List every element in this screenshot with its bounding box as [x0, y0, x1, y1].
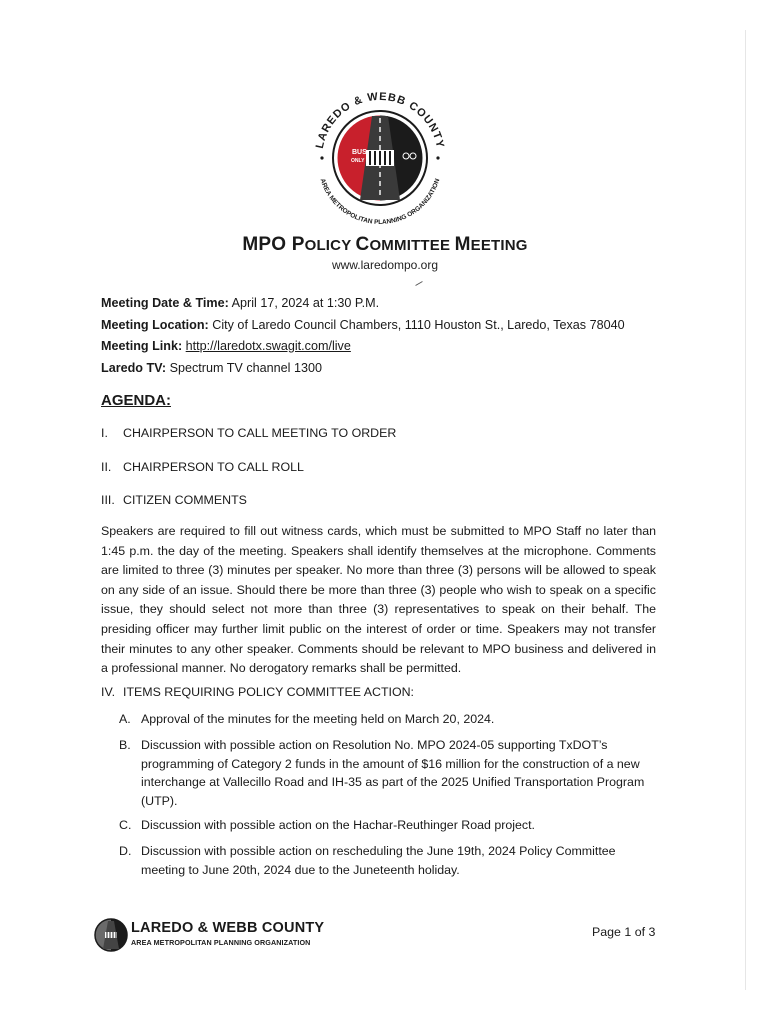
meeting-info	[101, 293, 625, 379]
meeting-link-row: Meeting Link: http://laredotx.swagit.com/live	[101, 339, 351, 353]
subitem-b: B. Discussion with possible action on Resolution No. MPO 2024-05 supporting TxDOT’s programming of Category 2 funds in the amount of $16 million for the construction of a new interchange at Vallecillo Road and IH-35 as part of the 2025 Unified Transportation Program (UTP).	[119, 738, 645, 808]
laredo-tv-row: Laredo TV: Spectrum TV channel 1300	[101, 360, 322, 375]
website-text: www.laredompo.org	[331, 258, 439, 272]
subitem-d: D. Discussion with possible action on rescheduling the June 19th, 2024 Policy Committee meeting to June 20th, 2024 due to the Juneteenth holiday.	[119, 844, 616, 877]
citizen-comments-text: Speakers are required to fill out witness cards, which must be submitted to MPO Staff no later than 1:45 p.m. the day of the meeting. Speakers shall identify themselves at the microphone. Comments are limited to three (3) minutes per speaker. No more than three (3) persons will be allowed to speak on any side of an issue. Should there be more than three (3) people who wish to speak on a specific issue, they should select not more than three (3) representatives to speak on their behalf. The presiding officer may further limit public on the interest of order or time. Speakers may not transfer their minutes to any other speaker. Comments should be relevant to MPO business and delivered in a professional manner. No derogatory remarks shall be permitted.	[101, 524, 656, 676]
logo-bottom-text: AREA METROPOLITAN PLANNING ORGANIZATION	[318, 177, 442, 227]
pen-mark	[415, 281, 422, 286]
agenda-item-4: IV. ITEMS REQUIRING POLICY COMMITTEE ACTION:	[101, 685, 414, 699]
meeting-link[interactable]: http://laredotx.swagit.com/live	[185, 339, 351, 353]
footer-org-sub: AREA METROPOLITAN PLANNING ORGANIZATION	[131, 938, 311, 947]
meeting-date-row: Meeting Date & Time: April 17, 2024 at 1:30 P.M.	[101, 296, 380, 310]
mpo-logo	[300, 78, 460, 238]
page-title: MPO POLICY COMMITTEE MEETING	[242, 234, 528, 255]
footer-org-name: LAREDO & WEBB COUNTY	[131, 920, 325, 936]
agenda-item-2: II. CHAIRPERSON TO CALL ROLL	[101, 460, 304, 474]
agenda-item-1: I. CHAIRPERSON TO CALL MEETING TO ORDER	[101, 426, 397, 440]
agenda-heading: AGENDA:	[101, 392, 171, 409]
logo-bus-label: BUS	[352, 149, 367, 156]
logo-top-text: LAREDO & WEBB COUNTY	[313, 90, 447, 150]
subitem-c: C. Discussion with possible action on the Hachar-Reuthinger Road project.	[119, 818, 535, 832]
agenda-item-3: III. CITIZEN COMMENTS	[101, 493, 247, 507]
scan-edge-line	[745, 30, 746, 990]
footer-logo-icon	[93, 917, 129, 953]
subitem-a: A. Approval of the minutes for the meeting held on March 20, 2024.	[119, 712, 495, 726]
logo-bus-sub: ONLY	[351, 158, 365, 164]
meeting-location-row: Meeting Location: City of Laredo Council Chambers, 1110 Houston St., Laredo, Texas 78040	[101, 317, 625, 332]
page-number: Page 1 of 3	[592, 925, 656, 939]
